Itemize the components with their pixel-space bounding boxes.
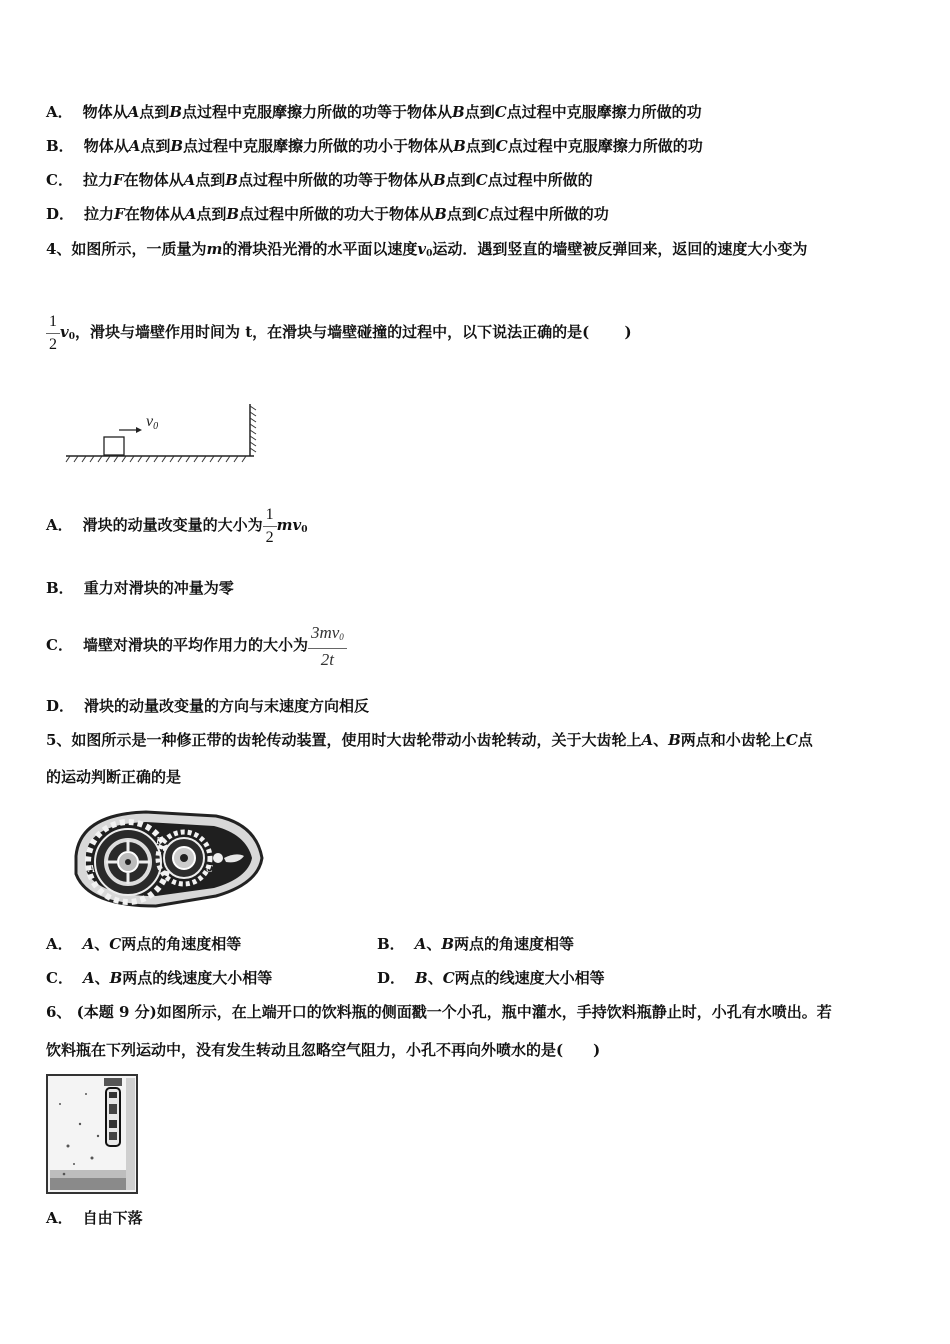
q5-option-a: A． A、C两点的角速度相等 [46, 935, 242, 953]
q3-option-d: D． 拉力F在物体从A点到B点过程中所做的功大于物体从B点到C点过程中所做的功 [46, 205, 609, 223]
label-b: B [156, 836, 163, 847]
q6-stem-line1: 6、 (本题 9 分)如图所示，在上端开口的饮料瓶的侧面戳一个小孔，瓶中灌水，手持饮料瓶静止时，小孔有水喷出。若 [46, 1003, 832, 1021]
q4-option-b: B． 重力对滑块的冲量为零 [46, 579, 234, 597]
q5-stem-line1: 5、如图所示是一种修正带的齿轮传动装置，使用时大齿轮带动小齿轮转动，关于大齿轮上A、B两点和小齿轮上C点 [46, 731, 813, 749]
q4-stem-line2: $\frac{1}{2}$ $v_0$，滑块与墙壁作用时间为 t，在滑块与墙壁碰撞的过程中，以下说法正确的是( ) [46, 304, 632, 364]
q6-stem-line2: 饮料瓶在下列运动中，没有发生转动且忽略空气阻力，小孔不再向外喷水的是( ) [46, 1041, 601, 1059]
q4-option-c: C． 墙壁对滑块的平均作用力的大小为 $\frac{3mv_0}{2t}$ [46, 608, 347, 684]
q3-option-c: C． 拉力F在物体从A点到B点过程中所做的功等于物体从B点到C点过程中所做的 [46, 171, 593, 189]
q5-option-b: B． A、B两点的角速度相等 [377, 935, 575, 953]
q4-option-d: D． 滑块的动量改变量的方向与末速度方向相反 [46, 697, 370, 715]
block [104, 437, 124, 455]
label-a: A [88, 863, 95, 875]
q5-option-c: C． A、B两点的线速度大小相等 [46, 969, 273, 987]
fraction-one-half: $\frac{1}{2}$ [46, 312, 60, 355]
q5-stem-line2: 的运动判断正确的是 [46, 768, 182, 786]
fraction-3mv0-over-2t: $\frac{3mv_0}{2t}$ [308, 623, 347, 670]
bottle-icon [106, 1088, 120, 1146]
q4-stem-line1: 4、如图所示，一质量为m的滑块沿光滑的水平面以速度$v_0$运动．遇到竖直的墙壁被反弹回来，返回的速度大小变为 [46, 240, 808, 259]
q3-option-a: A． 物体从A点到B点过程中克服摩擦力所做的功等于物体从B点到C点过程中克服摩擦力所做的功 [46, 103, 702, 121]
v0-label: v0 [146, 413, 159, 432]
bottle-photo-figure [46, 1074, 138, 1194]
label-c: C [206, 864, 213, 875]
q4-option-a: A． 滑块的动量改变量的大小为 $\frac{1}{2}$ $mv_0$ [46, 505, 308, 546]
q4-block-wall-figure [62, 400, 262, 466]
fraction-one-half: $\frac{1}{2}$ [263, 505, 277, 548]
q3-option-b: B． 物体从A点到B点过程中克服摩擦力所做的功小于物体从B点到C点过程中克服摩擦力所做的功 [46, 137, 703, 155]
q6-option-a: A． 自由下落 [46, 1209, 143, 1227]
q5-option-d: D． B、C两点的线速度大小相等 [377, 969, 605, 987]
gear-device-figure [66, 806, 268, 914]
